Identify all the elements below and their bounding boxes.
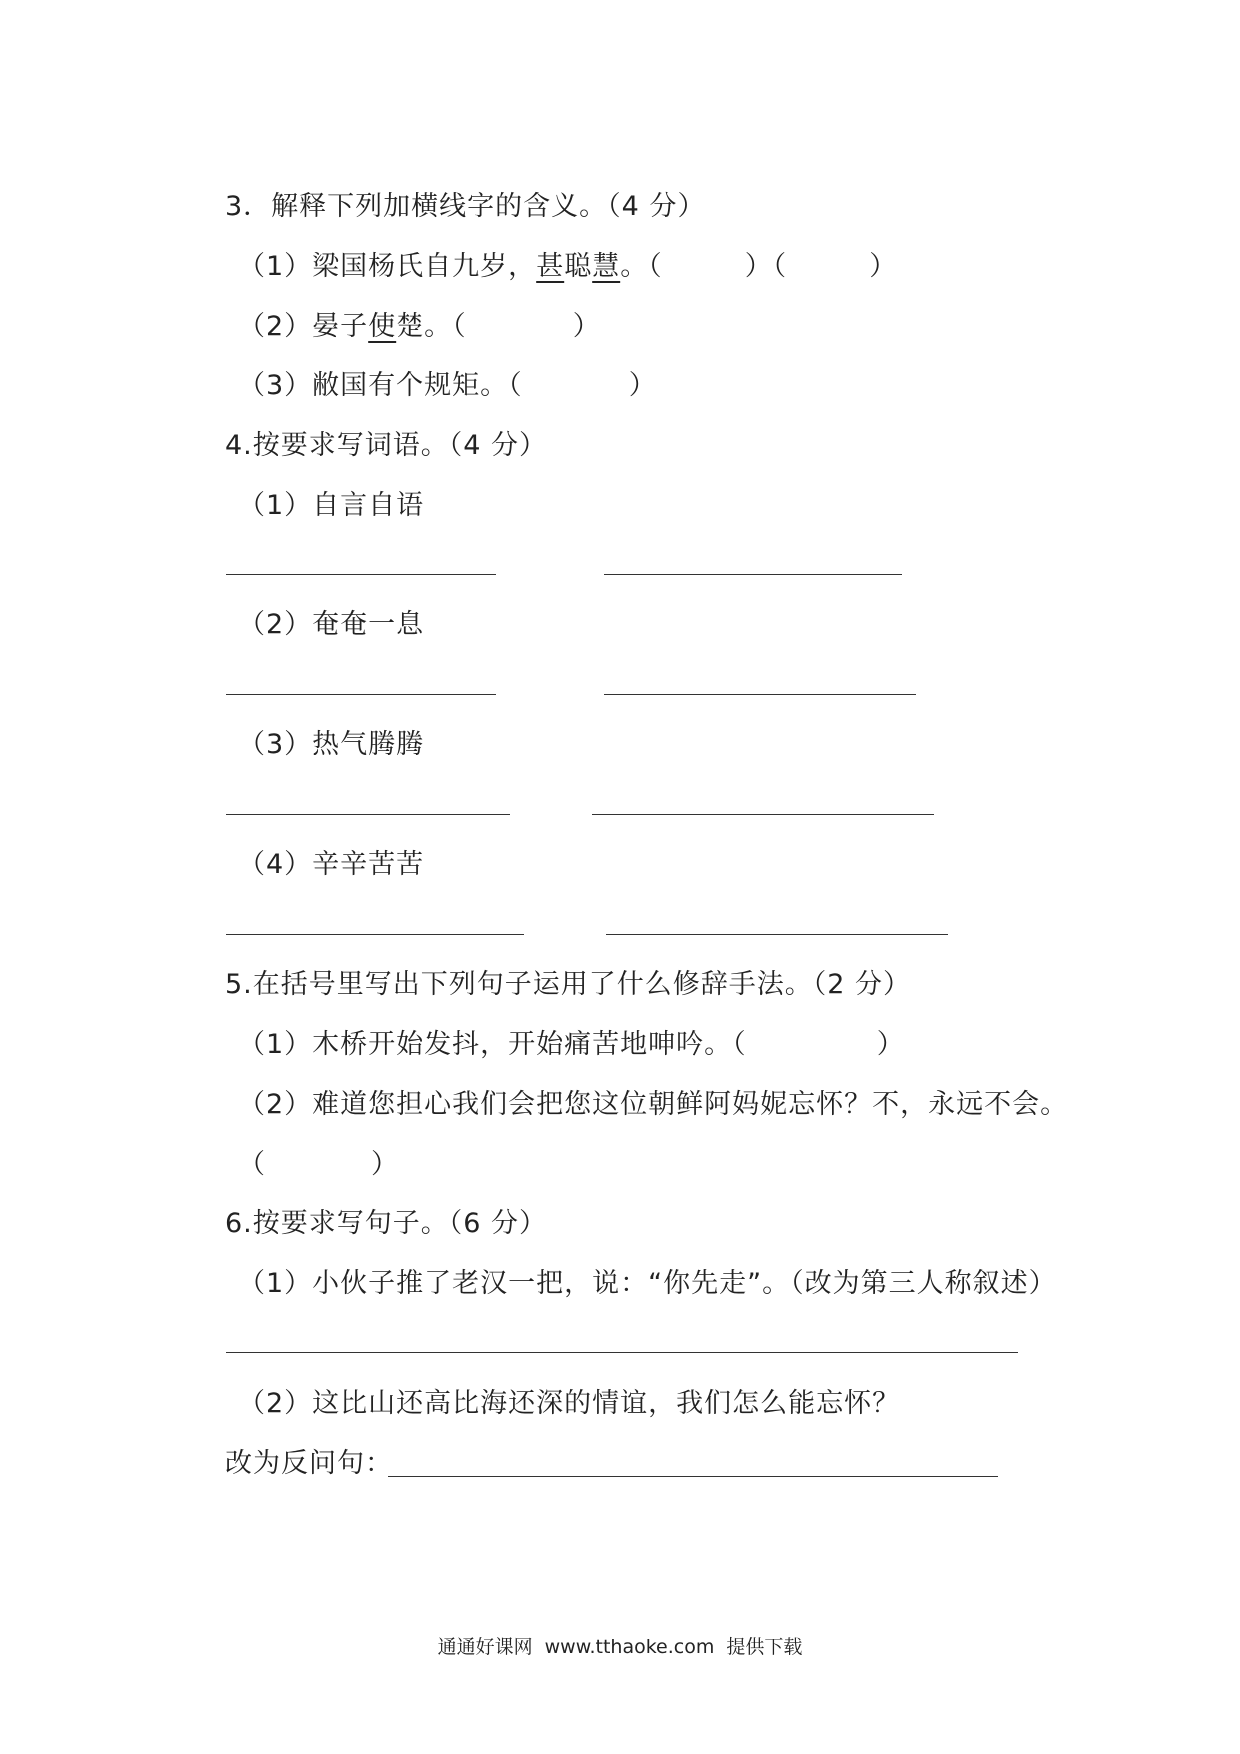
q4-item-4-label: （4）辛辛苦苦 [238, 849, 425, 880]
q4-item-2-label: （2）奄奄一息 [238, 609, 425, 640]
q4-item-3-answer-line-1[interactable] [226, 814, 510, 815]
footer-tail: 提供下载 [726, 1636, 803, 1658]
q3-title: 3．解释下列加横线字的含义。（4 分） [225, 191, 706, 222]
q4-item-1-answer-line-1[interactable] [226, 574, 496, 575]
q3-item-1-underline-2: 慧 [592, 251, 621, 282]
q3-item-2: （2）晏子使楚。（ ） [238, 311, 601, 342]
q5-item-2: （2）难道您担心我们会把您这位朝鲜阿妈妮忘怀？不，永远不会。 [238, 1089, 1069, 1120]
q4-item-3-answer-line-2[interactable] [592, 814, 934, 815]
q6-item-2-instruction: 改为反问句： [225, 1448, 393, 1479]
q3-item-1: （1）梁国杨氏自九岁，甚聪慧。（ ）（ ） [238, 251, 898, 282]
q6-item-2-answer-line[interactable] [388, 1476, 998, 1477]
q4-title: 4.按要求写词语。（4 分） [225, 430, 548, 461]
q3-item-3: （3）敝国有个规矩。（ ） [238, 370, 657, 401]
footer [0, 1634, 1240, 1660]
q5-title: 5.在括号里写出下列句子运用了什么修辞手法。（2 分） [225, 969, 912, 1000]
footer-url: www.tthaoke.com [544, 1636, 715, 1658]
q3-item-2-underline: 使 [368, 311, 397, 342]
q4-item-1-answer-line-2[interactable] [604, 574, 902, 575]
q6-item-1: （1）小伙子推了老汉一把，说：“你先走”。（改为第三人称叙述） [238, 1268, 1057, 1299]
q6-item-1-answer-line[interactable] [226, 1352, 1018, 1353]
q4-item-2-answer-line-1[interactable] [226, 694, 496, 695]
q4-item-1-label: （1）自言自语 [238, 490, 425, 521]
q4-item-4-answer-line-1[interactable] [226, 934, 524, 935]
q4-item-3-label: （3）热气腾腾 [238, 729, 425, 760]
q5-item-2-answer: （ ） [238, 1149, 399, 1180]
q5-item-1: （1）木桥开始发抖，开始痛苦地呻吟。（ ） [238, 1029, 905, 1060]
q6-title: 6.按要求写句子。（6 分） [225, 1208, 548, 1239]
footer-site: 通通好课网 [437, 1636, 533, 1658]
q4-item-4-answer-line-2[interactable] [606, 934, 948, 935]
q6-item-2: （2）这比山还高比海还深的情谊，我们怎么能忘怀？ [238, 1388, 901, 1419]
q3-item-1-underline-1: 甚 [536, 251, 565, 282]
q4-item-2-answer-line-2[interactable] [604, 694, 916, 695]
